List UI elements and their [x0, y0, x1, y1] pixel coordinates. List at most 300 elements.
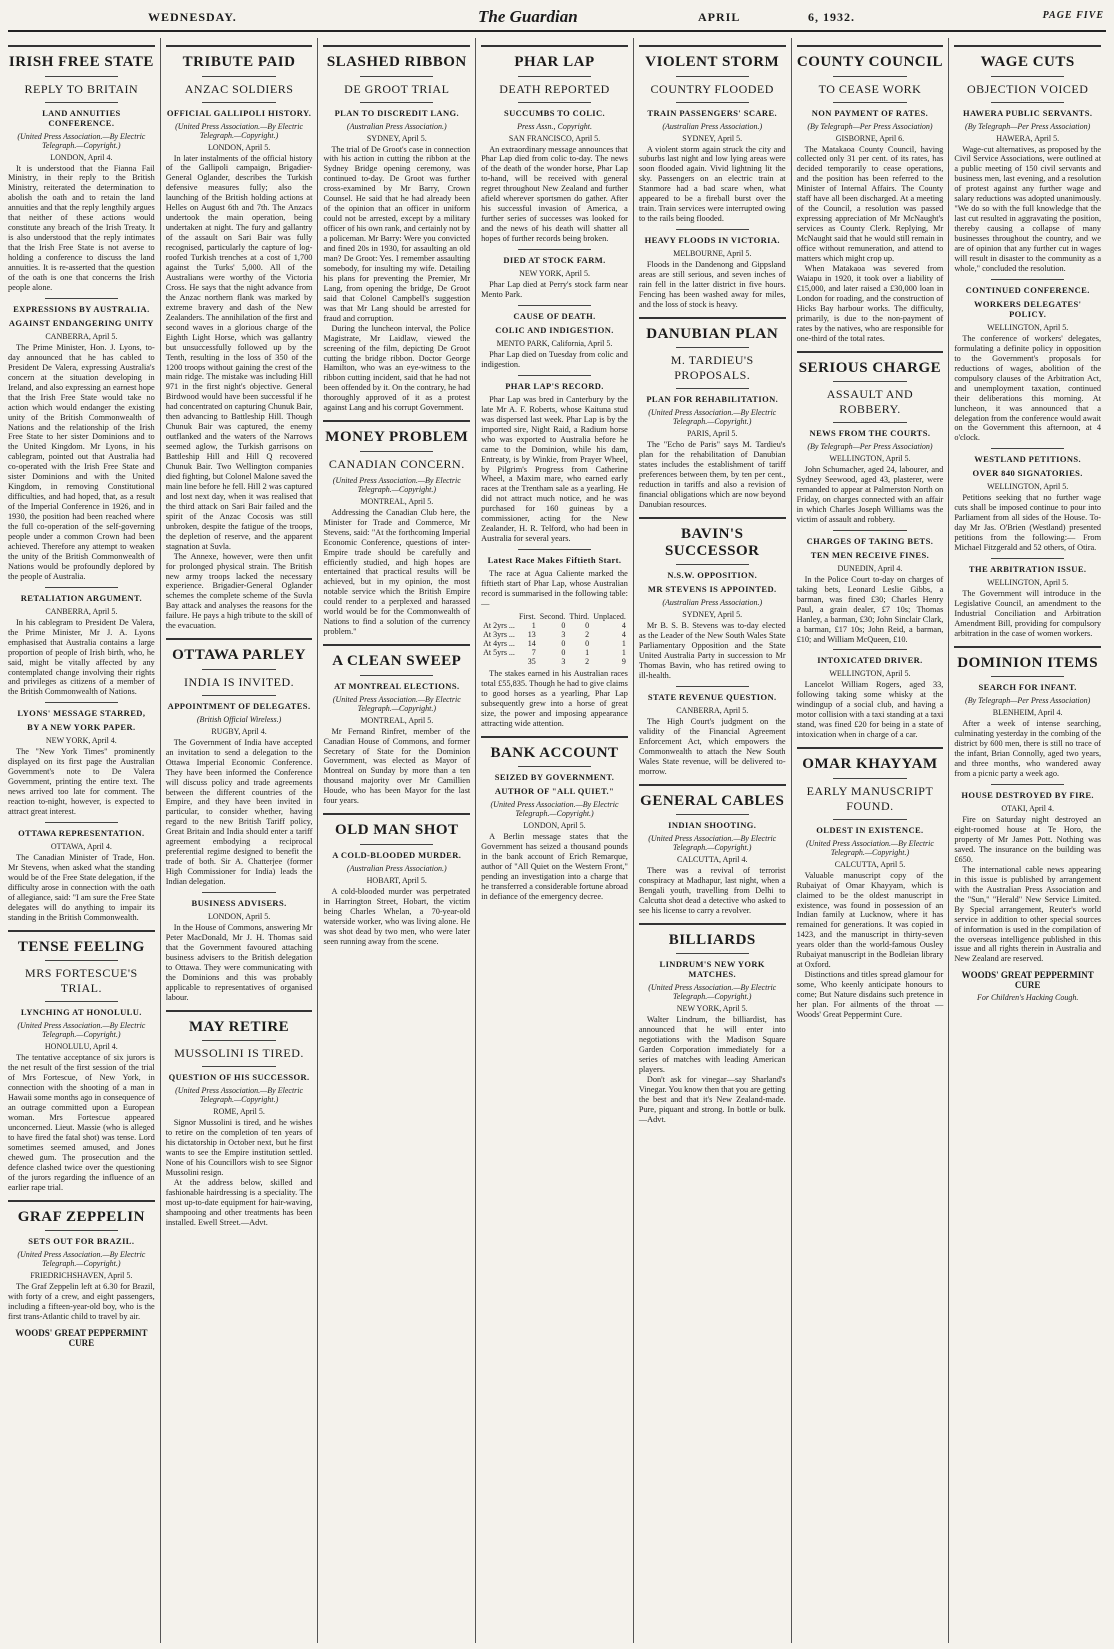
divider — [202, 1040, 275, 1041]
article — [797, 649, 944, 740]
subheadline: OBJECTION VOICED — [966, 81, 1089, 96]
section-heading: PHAR LAP'S RECORD. — [505, 380, 604, 391]
masthead-page: PAGE FIVE — [1042, 10, 1104, 21]
masthead-date: 6, 1932. — [808, 10, 855, 24]
section-heading: TEN MEN RECEIVE FINES. — [810, 549, 930, 560]
divider — [202, 892, 275, 893]
table-header-cell: First. — [519, 611, 536, 621]
table-cell: 13 — [527, 629, 536, 639]
article — [954, 558, 1101, 639]
table-row — [481, 639, 628, 648]
article-body: The conference of workers' delegates, formulating a definite policy in opposition to the Government's proposals for reductions of wages, abolition of the compulsory clauses of the Arbitration Act, and unemployment taxation, continued their deliberations this morning. At luncheon, it was announced that a delegation from the conference would await on the Government this afternoon, at 4 o'clock. — [954, 333, 1102, 443]
divider — [518, 76, 591, 77]
divider — [202, 1066, 275, 1067]
section-heading: OLDEST IN EXISTENCE. — [816, 824, 924, 835]
divider — [991, 676, 1064, 677]
divider — [323, 813, 470, 815]
column-5 — [634, 38, 792, 1643]
divider — [833, 76, 906, 77]
article — [323, 324, 470, 414]
table-cell: 1 — [621, 638, 626, 648]
article-body: John Schumacher, aged 24, labourer, and Sydney Seewood, aged 43, plasterer, were remanded to appear at Palmerston North on Friday, on charges connected with an affair in which Charles Joseph Williams was the victim of assault and robbery. — [796, 465, 944, 524]
table-cell: 1 — [585, 647, 590, 657]
article — [323, 813, 470, 946]
dateline: HOBART, April 5. — [366, 875, 427, 885]
article — [166, 638, 313, 887]
section-heading: NON PAYMENT OF RATES. — [811, 107, 929, 118]
dateline: LONDON, April 4. — [50, 152, 113, 162]
divider — [639, 317, 786, 319]
table-cell: 2 — [585, 656, 590, 666]
divider — [518, 102, 591, 103]
article-body: When Matakaoa was severed from Waiapu in 1920, it took over a liability of £15,000, and later raised a £30,000 loan in London for roading, and the construction of Hicks Bay harbour works. The difficulty, primarily, is due to the non-payment of rates by the natives, who are responsible for one-third of the total rates. — [796, 263, 944, 343]
credit-line: (By Telegraph—Per Press Association) — [965, 121, 1091, 131]
section-heading: STATE REVENUE QUESTION. — [647, 691, 777, 702]
section-heading: OVER 840 SIGNATORIES. — [972, 468, 1083, 479]
dateline: LONDON, April 5. — [207, 142, 271, 152]
section-heading: MR STEVENS IS APPOINTED. — [647, 584, 777, 595]
masthead-month: APRIL — [698, 10, 741, 24]
article — [797, 970, 944, 1020]
article-body: In later instalments of the official history of the Gallipoli campaign, Brigadier-General Oglander, describes the Turkish defensive measures fully; also the launching of the British holding actions at Helles on August 6th and 7th. The Anzacs undertook the main operation, being undertaken at night. The fury and gallantry of the assault on Sari Bair was fully recognised, particularly the capture of log-roofed Turkish trenches at a cost of 1,700 against the Turks' 5,000. All of the Australians were worthy of the Victoria Cross. He says that the night advance from the Anzac northern flank was marked by extreme bravery and dash of the New Zealanders. The annihilation of the first and second waves in a glorious charge of the Eighth Light Horse, which was gallantry but unsuccessfully followed up by the Tenth, resulting in the loss of 350 of the 1200 troops without gaining the crest of the main ridge. The mistake was including Hill 971 in the first night's objective. General Birdwood would have been successful if he had concentrated on capturing Chunuk Bair, then advancing to Battleship Hill. Though Chunuk Bair was captured, the enemy outflanked and the waters of the Narrows seemed aglow, the Turkish garrisons on Battleship Hill and Hill Q recovered Chunuk Bair. Two Wellington companies died fighting, but Colonel Malone saved the main line before he fell. Hill 2 was captured and lost next day, when it was realised that the third attack on Sari Bair failed and the spirit of the Anzac Cocosis was still unbroken, despite the fatigue of the troops, the depletion of reserve, and the apparent stagnation at Suvla. — [165, 153, 313, 551]
divider — [639, 517, 786, 519]
article-body: Petitions seeking that no further wage cuts shall be imposed continue to pour into Parliament from all sides of the House. To-day Mr Jas. O'Brien (Westland) presented petitions from the following:— From Michael Fitzgerald and 52 others, of Otira. — [954, 493, 1102, 553]
divider — [166, 45, 313, 47]
section-heading: TRAIN PASSENGERS' SCARE. — [647, 107, 778, 118]
headline: DANUBIAN PLAN — [646, 325, 779, 342]
table-cell: 0 — [561, 647, 566, 657]
article — [8, 298, 155, 582]
table-cell: At 5yrs ... — [483, 647, 515, 657]
masthead-day: WEDNESDAY. — [148, 10, 237, 24]
table-cell: 14 — [527, 638, 536, 648]
headline: BILLIARDS — [668, 931, 756, 948]
headline: PHAR LAP — [514, 54, 595, 70]
table-header-cell: Third. — [569, 611, 590, 621]
article — [166, 892, 313, 1003]
divider — [8, 45, 155, 47]
table-header-cell — [481, 612, 517, 621]
section-heading: INTOXICATED DRIVER. — [817, 655, 923, 666]
table-cell: 0 — [561, 620, 566, 630]
divider — [360, 675, 433, 676]
section-heading: CHARGES OF TAKING BETS. — [806, 535, 934, 546]
article — [797, 45, 944, 264]
headline: TRIBUTE PAID — [182, 54, 296, 70]
divider — [45, 1001, 118, 1002]
article — [639, 923, 786, 1075]
article-body: The Matakaoa County Council, having collected only 31 per cent. of its rates, has decided temporarily to cease operations, and the position has been referred to the Minister of Internal Affairs. The County staff have all been discharged. At a meeting of the Council, a resolution was passed expressing appreciation of Mr McNaught's services as County Clerk. Replying, Mr McNaught said that he would still remain in office without remuneration, and attend to matters which might crop up. — [796, 144, 944, 263]
article — [954, 784, 1101, 865]
subheadline: REPLY TO BRITAIN — [24, 81, 139, 96]
divider — [797, 747, 944, 749]
dateline: SAN FRANCISCO, April 5. — [508, 133, 601, 143]
headline: GENERAL CABLES — [640, 792, 785, 809]
dateline: NEW YORK, April 5. — [519, 269, 590, 279]
divider — [166, 1010, 313, 1012]
article-body: Walter Lindrum, the billiardist, has announced that he will enter into negotiations with the Madison Square Garden Corporation immediately for a series of matches with leading American players. — [638, 1015, 786, 1075]
article — [954, 279, 1101, 443]
divider — [991, 784, 1064, 785]
article-body: It is understood that the Fianna Fail Ministry, in their reply to the British Ministry, reiterated the determination to abolish the oath and to retain the land annuities and that the reply lengthily argues that neither of these actions would constitute any breach of the Irish Treaty. It is also understood that the reply intimates that the Irish Free State is not averse to holding a conference to discuss the land annuities. It is re-asserted that the question of the oath is one that concerns the Irish people alone. — [8, 163, 155, 292]
credit-line: (British Official Wireless.) — [196, 714, 282, 724]
dateline: HONOLULU, April 4. — [44, 1042, 118, 1052]
table-cell: 3 — [561, 629, 566, 639]
divider — [833, 649, 906, 650]
article-body: At the address below, skilled and fashionable hairdressing is a speciality. The most up-to-date equipment for hair-waving, shampooing and other treatments has been installed. Ewell Street.—Advt. — [165, 1177, 313, 1227]
table-cell: 4 — [621, 629, 626, 639]
article — [954, 45, 1101, 274]
article — [797, 264, 944, 344]
divider — [518, 766, 591, 767]
table-total-row — [481, 657, 628, 666]
article-body: In his cablegram to President De Valera, the Prime Minister, Mr J. A. Lyons emphasised that Australia contains a large proportion of people of Irish birth, who, he said, might be vitally affected by any contemplated change involving their rights and privileges as citizens of a member of the British Commonwealth of Nations. — [8, 617, 155, 697]
dateline: MONTREAL, April 5. — [360, 715, 434, 725]
credit-line: (United Press Association.—By Electric Telegraph.—Copyright.) — [332, 475, 461, 494]
article-body: The trial of De Groot's case in connection with his action in cutting the ribbon at the Sydney Bridge opening ceremony, was continued to-day. De Groot was further cross-examined by Mr Barry, Crown Counsel. He said that he had already been of the opinion that an officer in uniform could not be arrested, except by a military officer of his own rank, and certainly not by a policeman. Mr Barry: Were you convicted and fined 20s in 1930, for assaulting an old man? De Groot: Yes. I remember assaulting somebody, for insulting my wife. Detailing his plans for preventing the Premier, Mr Lang, from opening the bridge, De Groot said that Colonel Campbell's suggestion was that Mr Lang should be arrested for fraud and corruption. — [323, 144, 471, 323]
section-heading: WESTLAND PETITIONS. — [974, 454, 1082, 465]
divider — [323, 644, 470, 646]
article-body: Phar Lap died on Tuesday from colic and indigestion. — [481, 349, 628, 369]
article-body: The Annexe, however, were then unfit for prolonged physical strain. The British new army troops lacked the necessary experience. Brigadier-General Oglander schemes the complete scheme of the Suvla Bay attack and analyses the reasons for the failure. He pays a high tribute to the skill of the evacuation. — [165, 551, 313, 631]
subheadline: COUNTRY FLOODED — [650, 81, 774, 96]
article-body: After a week of intense searching, culminating yesterday in the combing of the district by 600 men, there is still no trace of the infant, Brian Connolly, aged two years, and three months, who wandered away from a picnic party a week ago. — [954, 719, 1102, 779]
dateline: OTAKI, April 4. — [1001, 804, 1055, 814]
section-heading: EXPRESSIONS BY AUSTRALIA. — [13, 303, 150, 314]
article-body: Floods in the Dandenong and Gippsland areas are still serious, and seven inches of rain fell in the latter district in five hours. Fencing has been washed away for miles, and the loss of stock is heavy. — [638, 260, 786, 309]
article — [639, 45, 786, 224]
credit-line: (United Press Association.—By Electric Telegraph.—Copyright.) — [648, 408, 777, 427]
section-heading: HAWERA PUBLIC SERVANTS. — [962, 107, 1093, 118]
divider — [954, 45, 1101, 47]
article-body: The tentative acceptance of six jurors is the net result of the first session of the trial of Mrs Fortescue, of New York, in connection with the shooting of a man in Hawaii some months ago in consequence of an outrage committed upon a European woman. Mrs Fortescue appeared unconcerned. Lieut. Massie (who is alleged to have fired the fatal shot) was tense. Lord sometimes seemed amused, and Jones chewed gum. The prosecution and the defence clashed twice over the questioning of the jurors regarding the influence of an earlier rape trial. — [8, 1053, 155, 1192]
dateline: LONDON, April 5. — [207, 912, 271, 922]
article-body: In the House of Commons, answering Mr Peter MacDonald, Mr J. H. Thomas said that the Government favoured attaching business advisers to the British delegation to Ottawa. They were communicating with the Dominions and this was probably applicable to representatives of organised labour. — [165, 923, 313, 1002]
section-heading: CONTINUED CONFERENCE. — [965, 284, 1090, 295]
article-body: Wage-cut alternatives, as proposed by the Civil Service Associations, were outlined at a public meeting of 150 civil servants and business men, last evening, and a resolution of protest against any further wage and salary reductions was adopted unanimously. "We do so with the full knowledge that the last cut resulted in aggravating the position, thereby causing a collapse of many businesses throughout the country, and we are of opinion that any further cut in wages will result in disaster to the community as a whole," concluded the resolution. — [954, 144, 1102, 273]
article-body: During the luncheon interval, the Police Magistrate, Mr Laidlaw, viewed the screening of the film, depicting De Groot cutting the bridge ribbon. Doctor George Hamilton, who was an eye-witness to the ribbon cutting incident, said that he had not been offended by it. On the contrary, he had thoroughly approved of it as a protest against Lang and his corrupt Government. — [323, 323, 471, 413]
article — [481, 249, 628, 300]
divider — [202, 102, 275, 103]
table-header-cell: Unplaced. — [593, 611, 626, 621]
table-cell: 0 — [585, 620, 590, 630]
table-row — [481, 630, 628, 639]
headline: SLASHED RIBBON — [326, 54, 467, 70]
columns — [8, 38, 1106, 1643]
divider — [45, 298, 118, 299]
column-6 — [792, 38, 950, 1643]
article — [639, 517, 786, 681]
divider — [991, 76, 1064, 77]
subheadline: DE GROOT TRIAL — [344, 81, 450, 96]
divider — [676, 686, 749, 687]
divider — [202, 76, 275, 77]
article — [8, 702, 155, 817]
section-heading: BUSINESS ADVISERS. — [191, 898, 287, 909]
section-heading: QUESTION OF HIS SUCCESSOR. — [168, 1072, 310, 1083]
table-cell: At 2yrs ... — [483, 620, 515, 630]
credit-line: (By Telegraph—Per Press Association) — [807, 121, 933, 131]
subheadline: TO CEASE WORK — [818, 81, 922, 96]
dateline: MENTO PARK, California, April 5. — [496, 338, 613, 348]
section-heading: BY A NEW YORK PAPER. — [27, 722, 136, 733]
section-heading: APPOINTMENT OF DELEGATES. — [167, 700, 311, 711]
article — [954, 448, 1101, 553]
section-heading: AGAINST ENDANGERING UNITY — [8, 317, 154, 328]
article — [8, 930, 155, 1193]
section-heading: WORKERS DELEGATES' POLICY. — [973, 298, 1082, 319]
divider — [481, 45, 628, 47]
divider — [676, 388, 749, 389]
section-heading: THE ARBITRATION ISSUE. — [968, 564, 1087, 575]
dateline: ROME, April 5. — [213, 1107, 265, 1117]
table-cell: At 4yrs ... — [483, 638, 515, 648]
divider — [676, 347, 749, 348]
headline: TENSE FEELING — [17, 938, 145, 955]
dateline: MELBOURNE, April 5. — [673, 249, 752, 259]
section-heading: LINDRUM'S NEW YORK MATCHES. — [659, 959, 765, 980]
credit-line: (By Telegraph—Per Press Association) — [807, 442, 933, 452]
advertisement-sub: For Children's Hacking Cough. — [976, 993, 1079, 1003]
credit-line: (Australian Press Association.) — [346, 121, 447, 131]
section-heading: PLAN FOR REHABILITATION. — [646, 394, 779, 405]
article-body: The Government of India have accepted an invitation to send a delegation to the Ottawa Imperial Economic Conference. They have been informed the Conference will discuss policy and trade agreements between the different countries of the Empire, and they have been invited in particular, to consider whether, having regard to the new British Tariff policy, Great Britain and India should enter a tariff agreement embodying a reciprocal preferential regime designed to benefit the trade of both. Sir A. Chatterjee (former High Commissioner for India) leads the Indian delegation. — [165, 737, 313, 887]
divider — [323, 45, 470, 47]
dateline: NEW YORK, April 4. — [45, 736, 117, 746]
credit-line: (United Press Association.—By Electric Telegraph.—Copyright.) — [175, 121, 304, 140]
dateline: WELLINGTON, April 5. — [829, 669, 911, 679]
dateline: LONDON, April 5. — [523, 821, 586, 831]
article-body: The "Echo de Paris" says M. Tardieu's plan for the rehabilitation of Danubian states includes the establishment of tariff preferences between them, by ten per cent., reduction in tariffs and also a revision of financial obligations which are now beyond Danubian resources. — [638, 440, 786, 510]
article — [639, 784, 786, 916]
article — [481, 375, 628, 544]
section-heading: DIED AT STOCK FARM. — [503, 255, 606, 266]
headline: DOMINION ITEMS — [957, 654, 1099, 671]
credit-line: (Australian Press Association.) — [662, 598, 763, 608]
advertisement: WOODS' GREAT PEPPERMINT CURE — [961, 970, 1094, 991]
section-heading: PLAN TO DISCREDIT LANG. — [334, 107, 460, 118]
column-2 — [161, 38, 319, 1643]
article-body: Signor Mussolini is tired, and he wishes to retire on the completion of ten years of his dictatorship in October next, but he first wants to see the Empire institution settled. None of his Councillors wish to see Signor Mussolini resign. — [165, 1118, 313, 1177]
article-body: The Canadian Minister of Trade, Hon. Mr Stevens, when asked what the standing would be of the Free State delegation, if the difficulty arose in connection with the oath of allegiance, said: "I am sure the Free State delegates will do anything to impair its standing in the British Commonwealth. — [8, 853, 155, 922]
divider — [518, 249, 591, 250]
headline: SERIOUS CHARGE — [798, 359, 942, 376]
masthead — [8, 6, 1106, 32]
table-cell: 4 — [621, 620, 626, 630]
divider — [676, 953, 749, 954]
article-body: The Prime Minister, Hon. J. Lyons, to-day announced that he has cabled to President De Valera, expressing Australia's concern at the situation developing in Ireland, and also expressing an earnest hope that the Irish Free State would take no action which would endanger the existing unity of the British Commonwealth of Nations and the relationship of the Irish Free State to her sister Dominions and to the United Kingdom. Mr Lyons, in his cablegram, pointed out that Australia had co-operated with the Irish Free State and sister Dominions and with the United Kingdom, in removing Constitutional difficulties, and had hoped, that, as a result of the Imperial Conference in 1926, and in 1930, the position had been reached where the full co-operation of the self-governing people under a common Crown had been achieved. Therefore any attempt to weaken the unity of the British Commonwealth of Nations would be profoundly deplored by the people of Australia. — [8, 342, 155, 581]
divider — [833, 381, 906, 382]
headline: MONEY PROBLEM — [325, 429, 469, 446]
divider — [991, 102, 1064, 103]
divider — [639, 923, 786, 925]
article — [954, 646, 1101, 779]
article — [166, 1178, 313, 1228]
article-body: Fire on Saturday night destroyed an eight-roomed house at Te Horo, the property of Mr James Pott. Nothing was saved. The insurance on the building was £650. — [954, 815, 1102, 864]
article-body: The international cable news appearing in this issue is published by arrangement with the Australian Press Association and the "Sun," "Herald" New Service Limited. By Special arrangement, Reuter's world service in addition to other special sources of information is used in the compilation of the overseas intelligence published in this issue and all rights therein in Australia and New Zealand are reserved. — [954, 864, 1102, 964]
article — [8, 45, 155, 293]
subheadline: ASSAULT AND ROBBERY. — [826, 387, 914, 417]
table-row — [481, 648, 628, 657]
headline: OMAR KHAYYAM — [802, 756, 938, 773]
headline: WAGE CUTS — [980, 54, 1075, 70]
article-body: The High Court's judgment on the validity of the Financial Agreement Enforcement Act, which empowers the Commonwealth to attach the New South Wales State revenue, will be delivered to-morrow. — [638, 716, 786, 776]
column-4 — [476, 38, 634, 1643]
article — [797, 530, 944, 645]
credit-line: (By Telegraph—Per Press Association) — [965, 696, 1091, 706]
article — [323, 644, 470, 806]
article-body: Valuable manuscript copy of the Rubaiyat of Omar Khayyam, which is claimed to be the oldest manuscript in existence, was found in possession of an Indian family at Lucknow, where it has remained for generations. It was copied in 1423, and the manuscript in thirty-seven years older than the world-famous Ousley Rubaiyat manuscript in the Bodleian library at Oxford. — [796, 870, 944, 970]
credit-line: (Australian Press Association.) — [346, 863, 447, 873]
divider — [360, 102, 433, 103]
section-heading: N.S.W. OPPOSITION. — [667, 570, 758, 581]
subheadline: INDIA IS INVITED. — [184, 674, 295, 689]
dateline: WELLINGTON, April 5. — [987, 578, 1069, 588]
section-heading: SETS OUT FOR BRAZIL. — [28, 1236, 135, 1247]
column-3 — [318, 38, 476, 1643]
article-body: An extraordinary message announces that Phar Lap died from colic to-day. The news of the death of the wonder horse, Phar Lap to-hand, will be received with general regret throughout New Zealand and further afield wherever sportsmen do gather. After his successful invasion of America, a further series of successes was looked for and the news of his death will shatter all hopes of further records being broken. — [481, 144, 628, 244]
divider — [954, 646, 1101, 648]
divider — [833, 422, 906, 423]
masthead-title: The Guardian — [478, 7, 578, 26]
article-body: The Graf Zeppelin left at 6.30 for Brazil, with forty of a crew, and eight passengers, including a fifteen-year-old boy, who is the first trans-Atlantic child to travel by air. — [8, 1282, 155, 1321]
article — [639, 686, 786, 777]
headline: VIOLENT STORM — [645, 54, 780, 70]
dateline: CANBERRA, April 5. — [676, 705, 749, 715]
table-cell: At 3yrs ... — [483, 629, 515, 639]
headline: OLD MAN SHOT — [335, 822, 459, 839]
article-body: Don't ask for vinegar—say Sharland's Vinegar. You know then that you are getting the best and that it's New Zealand-made. Pure, piquant and strong. In bottle or bulk.—Advt. — [638, 1074, 786, 1124]
results-table — [481, 612, 628, 666]
credit-line: (United Press Association.—By Electric Telegraph.—Copyright.) — [805, 838, 934, 857]
table-cell: 0 — [561, 638, 566, 648]
section-heading: RETALIATION ARGUMENT. — [20, 592, 142, 603]
divider — [518, 305, 591, 306]
dateline: SYDNEY, April 5. — [682, 610, 743, 620]
article — [639, 229, 786, 310]
article — [639, 1075, 786, 1125]
article-body: Addressing the Canadian Club here, the Minister for Trade and Commerce, Mr Stevens, said: "At the forthcoming Imperial Economic Conference, questions of inter-Empire trade should be carefully and efficiently studied, and high hopes are entertained that practical results will be achieved, but in my opinion, the most notable service which the British Empire could render to a perplexed and harassed world would be for the Commonwealth of Nations to find a solution of the currency problem." — [323, 507, 471, 637]
credit-line: (United Press Association.—By Electric Telegraph.—Copyright.) — [490, 800, 619, 819]
article — [954, 865, 1101, 965]
table-header-row — [481, 612, 628, 621]
section-heading: LAND ANNUITIES CONFERENCE. — [42, 107, 121, 128]
section-heading: AUTHOR OF "ALL QUIET." — [494, 786, 615, 797]
divider — [45, 102, 118, 103]
divider — [676, 814, 749, 815]
article-body: The Government will introduce in the Legislative Council, an amendment to the Industrial Conciliation and Arbitration Amendment Bill, providing for compulsory arbitration in the case of women workers. — [954, 589, 1102, 638]
divider — [833, 778, 906, 779]
headline: COUNTY COUNCIL — [796, 54, 943, 70]
section-heading: A COLD-BLOODED MURDER. — [332, 849, 462, 860]
divider — [676, 102, 749, 103]
section-heading: LYONS' MESSAGE STARRED, — [17, 708, 146, 719]
headline: BANK ACCOUNT — [490, 744, 619, 761]
credit-line: (United Press Association.—By Electric Telegraph.—Copyright.) — [17, 131, 146, 150]
article — [166, 552, 313, 632]
section-heading: SEIZED BY GOVERNMENT. — [494, 772, 615, 783]
section-heading: OTTAWA REPRESENTATION. — [18, 828, 145, 839]
table-cell: 7 — [531, 647, 536, 657]
section-heading: COLIC AND INDIGESTION. — [495, 324, 614, 335]
section-heading: AT MONTREAL ELECTIONS. — [334, 680, 460, 691]
divider — [360, 844, 433, 845]
divider — [797, 351, 944, 353]
divider — [45, 822, 118, 823]
section-heading: Latest Race Makes Fiftieth Start. — [487, 555, 622, 566]
dateline: OTTAWA, April 4. — [50, 842, 112, 852]
table-row — [481, 621, 628, 630]
credit-line: (United Press Association.—By Electric Telegraph.—Copyright.) — [175, 1086, 304, 1105]
section-heading: HOUSE DESTROYED BY FIRE. — [961, 790, 1094, 801]
subheadline: MRS FORTESCUE'S TRIAL. — [25, 966, 138, 996]
table-cell: 0 — [585, 638, 590, 648]
section-heading: SEARCH FOR INFANT. — [978, 682, 1077, 693]
divider — [639, 784, 786, 786]
headline: BAVIN'S SUCCESSOR — [664, 526, 760, 559]
article — [8, 822, 155, 923]
credit-line: (United Press Association.—By Electric Telegraph.—Copyright.) — [17, 1021, 146, 1040]
column-7 — [949, 38, 1106, 1643]
divider — [833, 530, 906, 531]
divider — [676, 76, 749, 77]
headline: MAY RETIRE — [189, 1018, 290, 1035]
table-cell: 1 — [531, 620, 536, 630]
dateline: SYDNEY, April 5. — [682, 133, 743, 143]
subheadline: EARLY MANUSCRIPT FOUND. — [806, 783, 934, 813]
credit-line: (United Press Association.—By Electric Telegraph.—Copyright.) — [648, 834, 777, 852]
section-heading: INDIAN SHOOTING. — [668, 820, 757, 830]
dateline: WELLINGTON, April 5. — [987, 482, 1069, 492]
dateline: CANBERRA, April 5. — [45, 331, 118, 341]
section-heading: LYNCHING AT HONOLULU. — [20, 1007, 142, 1018]
dateline: CALCUTTA, April 4. — [677, 855, 748, 864]
credit-line: (Australian Press Association.) — [662, 121, 763, 131]
divider — [8, 1200, 155, 1202]
table-header-cell: Second. — [539, 611, 566, 621]
article — [481, 549, 628, 609]
section-heading: HEAVY FLOODS IN VICTORIA. — [644, 235, 780, 246]
divider — [45, 702, 118, 703]
article — [8, 1200, 155, 1322]
table-cell: 9 — [621, 656, 626, 666]
divider — [833, 102, 906, 103]
article-body: A cold-blooded murder was perpetrated in Harrington Street, Hobart, the victim being Charles Whelan, a 70-year-old waterside worker, who was living alone. He was shot dead by two men, who were later seen running away from the scene. — [323, 886, 471, 946]
headline: A CLEAN SWEEP — [332, 653, 462, 670]
dateline: BLENHEIM, April 4. — [992, 708, 1063, 718]
divider — [676, 229, 749, 230]
dateline: CALCUTTA, April 5. — [834, 859, 906, 869]
divider — [991, 279, 1064, 280]
divider — [991, 558, 1064, 559]
credit-line: (United Press Association.—By Electric Telegraph.—Copyright.) — [332, 694, 461, 713]
article-body: A violent storm again struck the city and suburbs last night and low lying areas were soon flooded again. Vivid lightning lit the sky. Passengers on an electric train at Stanmore had a bad scare when, what appeared to be a fireball burst over the train. Train services were interrupted owing to the rails being flooded. — [638, 144, 786, 224]
headline: OTTAWA PARLEY — [172, 647, 307, 664]
headline: IRISH FREE STATE — [8, 54, 154, 70]
divider — [45, 1230, 118, 1231]
table-cell: 1 — [621, 647, 626, 657]
divider — [45, 587, 118, 588]
divider — [481, 736, 628, 738]
article-body: Mr Fernand Rinfret, member of the Canadian House of Commons, and former Secretary of State for the Dominion Government, was elected as Mayor of Montreal on Sunday by more than a ten thousand majority over Mr Camillien Houde, who has been Mayor for the last four years. — [323, 726, 471, 806]
divider — [166, 638, 313, 640]
article — [481, 45, 628, 244]
article — [481, 612, 628, 666]
divider — [202, 669, 275, 670]
subheadline: M. TARDIEU'S PROPOSALS. — [670, 353, 754, 383]
table-cell — [481, 657, 517, 666]
advertisement: WOODS' GREAT PEPPERMINT CURE — [15, 1327, 148, 1348]
